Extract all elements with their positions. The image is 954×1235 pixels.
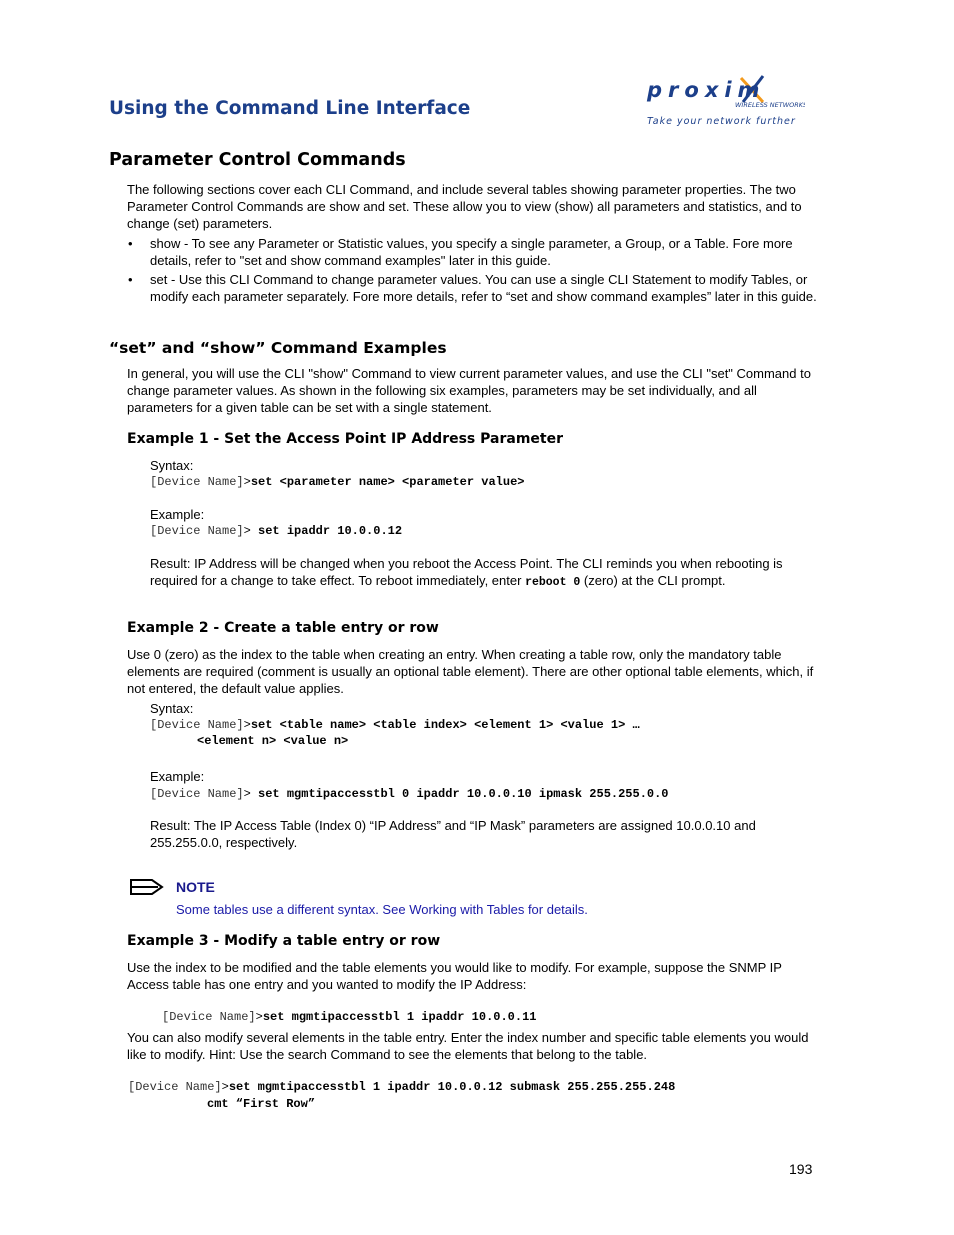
bullet-icon: •	[128, 272, 133, 287]
example-1-example-code: [Device Name]> set ipaddr 10.0.0.12	[150, 524, 403, 538]
note-text-pre: Some tables use a different syntax. See	[176, 902, 410, 917]
example-2-result: Result: The IP Access Table (Index 0) “IP Address” and “IP Mask” parameters are assigned 10.0.0.10 and 255.255.0.0, respectively.	[150, 818, 756, 850]
example-1-example-label: Example:	[150, 507, 205, 522]
cli-prompt: [Device Name]	[162, 1010, 256, 1024]
example-1-title: Example 1 - Set the Access Point IP Address Parameter	[127, 431, 563, 447]
note-text	[176, 902, 588, 917]
syntax-command: set <table name> <table index> <element 1> <value 1> …	[250, 718, 640, 732]
example-3-intro: Use the index to be modified and the table elements you would like to modify. For example, suppose the SNMP IP Access table has one entry and you wanted to modify the IP Address:	[127, 960, 782, 992]
chapter-title: Using the Command Line Interface	[109, 98, 471, 119]
logo-tagline: Take your network further	[647, 116, 796, 127]
example-1-syntax-label: Syntax:	[150, 458, 194, 473]
result-text-post: (zero) at the CLI prompt.	[580, 572, 726, 588]
example-2-syntax-code-line1: [Device Name]>set <table name> <table index> <element 1> <value 1> …	[150, 718, 640, 732]
example-2-intro: Use 0 (zero) as the index to the table when creating an entry. When creating a table row, only the mandatory table elements are required (comment is usually an optional table element). There are other optional table elements, which, if not entered, the default value applies.	[127, 647, 814, 696]
example-2-title: Example 2 - Create a table entry or row	[127, 620, 439, 636]
example-3-code-2-line2: cmt “First Row”	[207, 1097, 316, 1111]
example-3-code-1: [Device Name]>set mgmtipaccesstbl 1 ipaddr 10.0.0.11	[162, 1010, 537, 1024]
example-command: set mgmtipaccesstbl 1 ipaddr 10.0.0.12 submask 255.255.255.248	[228, 1080, 676, 1094]
example-command: set ipaddr 10.0.0.12	[258, 524, 403, 538]
cli-prompt: [Device Name]	[128, 1080, 222, 1094]
subsection-title: “set” and “show” Command Examples	[109, 339, 447, 357]
example-command: set mgmtipaccesstbl 1 ipaddr 10.0.0.11	[262, 1010, 537, 1024]
logo-wordmark: proxim	[647, 78, 766, 102]
note-title: NOTE	[176, 879, 215, 895]
bullet-show-text: show - To see any Parameter or Statistic values, you specify a single parameter, a Group, or a Table. Fore more details, refer to "set and show command examples" later in this guide.	[150, 236, 793, 268]
bullet-set-text: set - Use this CLI Command to change parameter values. You can use a single CLI Statement to modify Tables, or modify each parameter separately. Fore more details, refer to “set and show command examples” later in this guide.	[150, 272, 817, 304]
bullet-show	[128, 236, 818, 269]
result-code: reboot 0	[525, 575, 581, 589]
example-1-syntax-code: [Device Name]>set <parameter name> <parameter value>	[150, 475, 525, 489]
example-3-middle: You can also modify several elements in the table entry. Enter the index number and specific table elements you would like to modify. Hint: Use the search Command to see the elements that belong to the table.	[127, 1030, 809, 1062]
cli-prompt: [Device Name]	[150, 787, 244, 801]
note-pencil-icon	[130, 878, 164, 901]
note-text-post: for details.	[524, 902, 588, 917]
syntax-command: set <parameter name> <parameter value>	[250, 475, 525, 489]
result-text-pre: Result: IP Address will be changed when you reboot the Access Point. The CLI reminds you when rebooting is required for a change to take effect. To reboot immediately, enter	[150, 556, 783, 588]
proxim-logo	[645, 72, 805, 130]
subsection-intro: In general, you will use the CLI "show" Command to view current parameter values, and use the CLI "set" Command to change parameter values. As shown in the following six examples, parameters may be set individually, and all parameters for a given table can be set with a single statement.	[127, 366, 811, 415]
section-title: Parameter Control Commands	[109, 150, 406, 170]
example-command: set mgmtipaccesstbl 0 ipaddr 10.0.0.10 ipmask 255.255.0.0	[258, 787, 669, 801]
bullet-icon: •	[128, 236, 133, 251]
proxim-logo-icon	[645, 72, 805, 130]
logo-sub: WIRELESS NETWORKS	[735, 101, 805, 109]
cli-prompt: [Device Name]	[150, 475, 244, 489]
example-2-example-label: Example:	[150, 769, 205, 784]
bullet-set	[128, 272, 818, 305]
example-2-example-code: [Device Name]> set mgmtipaccesstbl 0 ipaddr 10.0.0.10 ipmask 255.255.0.0	[150, 787, 669, 801]
example-3-code-2-line1: [Device Name]>set mgmtipaccesstbl 1 ipaddr 10.0.0.12 submask 255.255.255.248	[128, 1080, 676, 1094]
example-3-title: Example 3 - Modify a table entry or row	[127, 933, 441, 949]
example-2-syntax-code-line2: <element n> <value n>	[197, 734, 349, 748]
example-1-result	[150, 556, 818, 592]
example-2-syntax-label: Syntax:	[150, 701, 194, 716]
cli-prompt: [Device Name]	[150, 718, 244, 732]
page-number: 193	[789, 1161, 813, 1177]
intro-paragraph: The following sections cover each CLI Command, and include several tables showing parameter properties. The two Parameter Control Commands are show and set. These allow you to view (show) all parameters and statistics, and to change (set) parameters.	[127, 182, 802, 231]
note-link-working-with-tables[interactable]: Working with Tables	[409, 902, 525, 917]
cli-prompt: [Device Name]	[150, 524, 244, 538]
